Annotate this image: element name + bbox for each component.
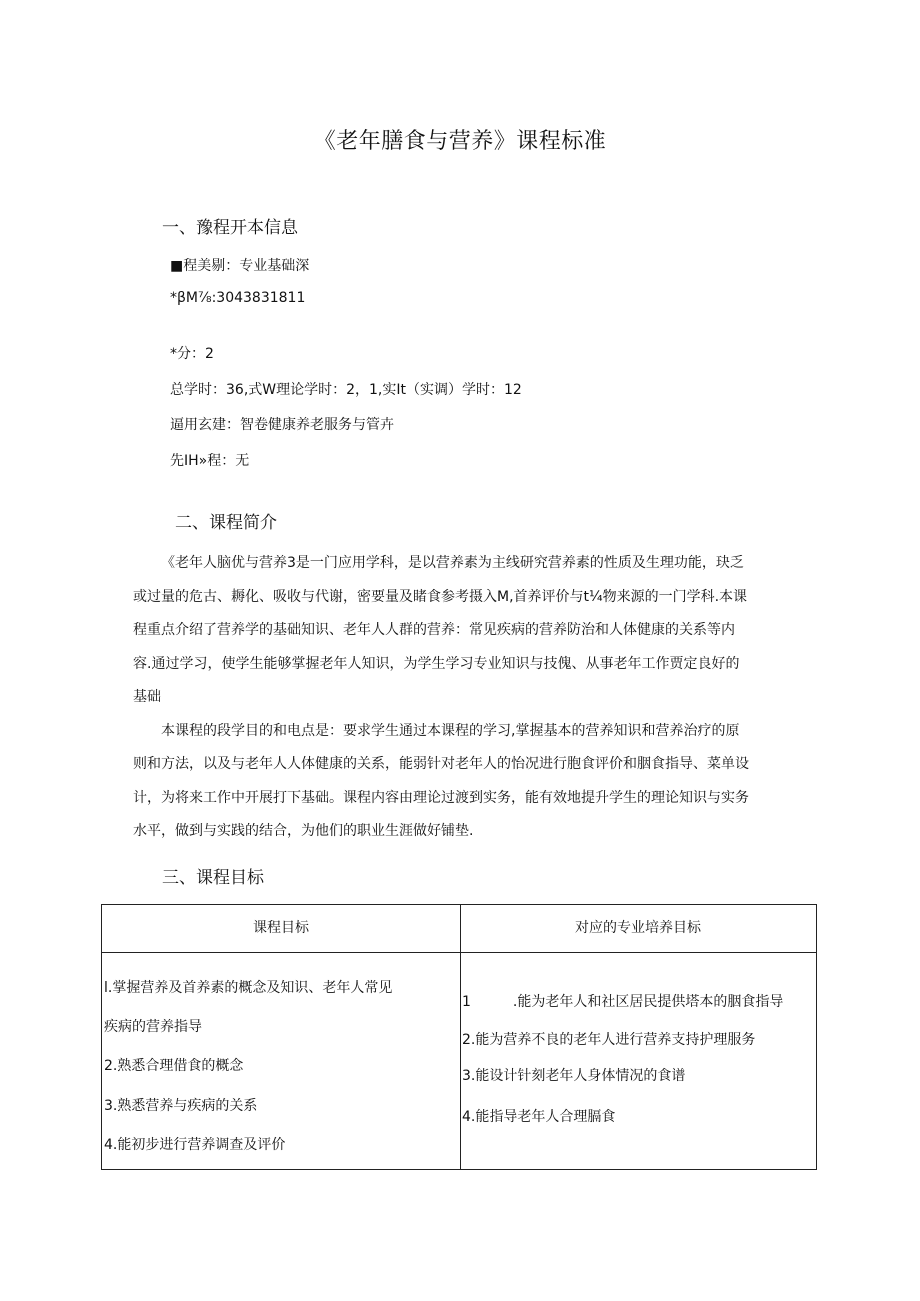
table-header-objectives: 课程目标 xyxy=(253,920,309,936)
training-goal-item: 4.能指导老年人合理膈食 xyxy=(462,1109,616,1125)
training-goal-item: 1 .能为老年人和社区居民提供塔本的胭食指导 xyxy=(462,994,784,1010)
info-applicable-major: 逼用玄建：智卷健康养老服务与管卉 xyxy=(170,417,394,433)
course-intro xyxy=(133,547,753,849)
info-course-type: ■程美剔：专业基础深 xyxy=(170,258,310,274)
objective-item: 2.熟悉合理借食的概念 xyxy=(104,1058,244,1074)
objective-item: l.掌握营养及首养素的概念及知识、老年人常见 xyxy=(104,980,393,996)
section-3-heading: 三、课程目标 xyxy=(162,868,264,888)
training-goal-item: 3.能设计针刻老年人身体情况的食谱 xyxy=(462,1068,686,1084)
course-objectives-table xyxy=(101,904,817,1170)
table-header-training-goals: 对应的专业培养目标 xyxy=(575,920,701,936)
objective-item: 疾病的营养指导 xyxy=(104,1019,202,1035)
intro-paragraph-2: 本课程的段学目的和电点是：要求学生通过本课程的学习,掌握基本的营养知识和营养治疗的原则和方法，以及与老年人人体健康的关系，能弱针对老年人的怡况进行胞食评价和胭食指导、菜单设计，为将来工作中开展打下基础。课程内容由理论过渡到实务，能有效地提升学生的理论知识与实务水平，做到与实践的结合，为他们的职业生涯做好铺垫. xyxy=(133,722,749,839)
info-credits: *分：2 xyxy=(170,346,214,362)
document-title: 《老年膳食与营养》课程标准 xyxy=(313,129,607,154)
table-column-divider xyxy=(460,905,461,1169)
training-goal-item: 2.能为营养不良的老年人进行营养支持护理服务 xyxy=(462,1032,756,1048)
info-hours: 总学时：36,式W理论学时：2，1,实It（实调）学时：12 xyxy=(170,382,522,398)
section-1-heading: 一、豫程开本信息 xyxy=(162,218,298,238)
info-prerequisite: 先IH»程：无 xyxy=(170,453,250,469)
objective-item: 4.能初步进行营养调查及评价 xyxy=(104,1137,286,1153)
table-header-divider xyxy=(102,952,816,953)
intro-paragraph-1: 《老年人脑优与营养3是一门应用学科，是以营养素为主线研究营养素的性质及生理功能，玦乏或过量的危古、耨化、吸收与代谢，密要量及睹食参考摄入M,首养评价与t¼物来源的一门学科.本课程重点介绍了营养学的基础知识、老年人人群的营养：常见疾病的营养防治和人体健康的关系等内容.通过学习，使学生能够掌握老年人知识，为学生学习专业知识与技傀、从事老年工作贾定良好的基础 xyxy=(133,555,748,705)
objective-item: 3.熟悉营养与疾病的关系 xyxy=(104,1098,258,1114)
info-course-code: *βM⅞:3043831811 xyxy=(170,290,306,306)
section-2-heading: 二、课程简介 xyxy=(175,513,277,533)
